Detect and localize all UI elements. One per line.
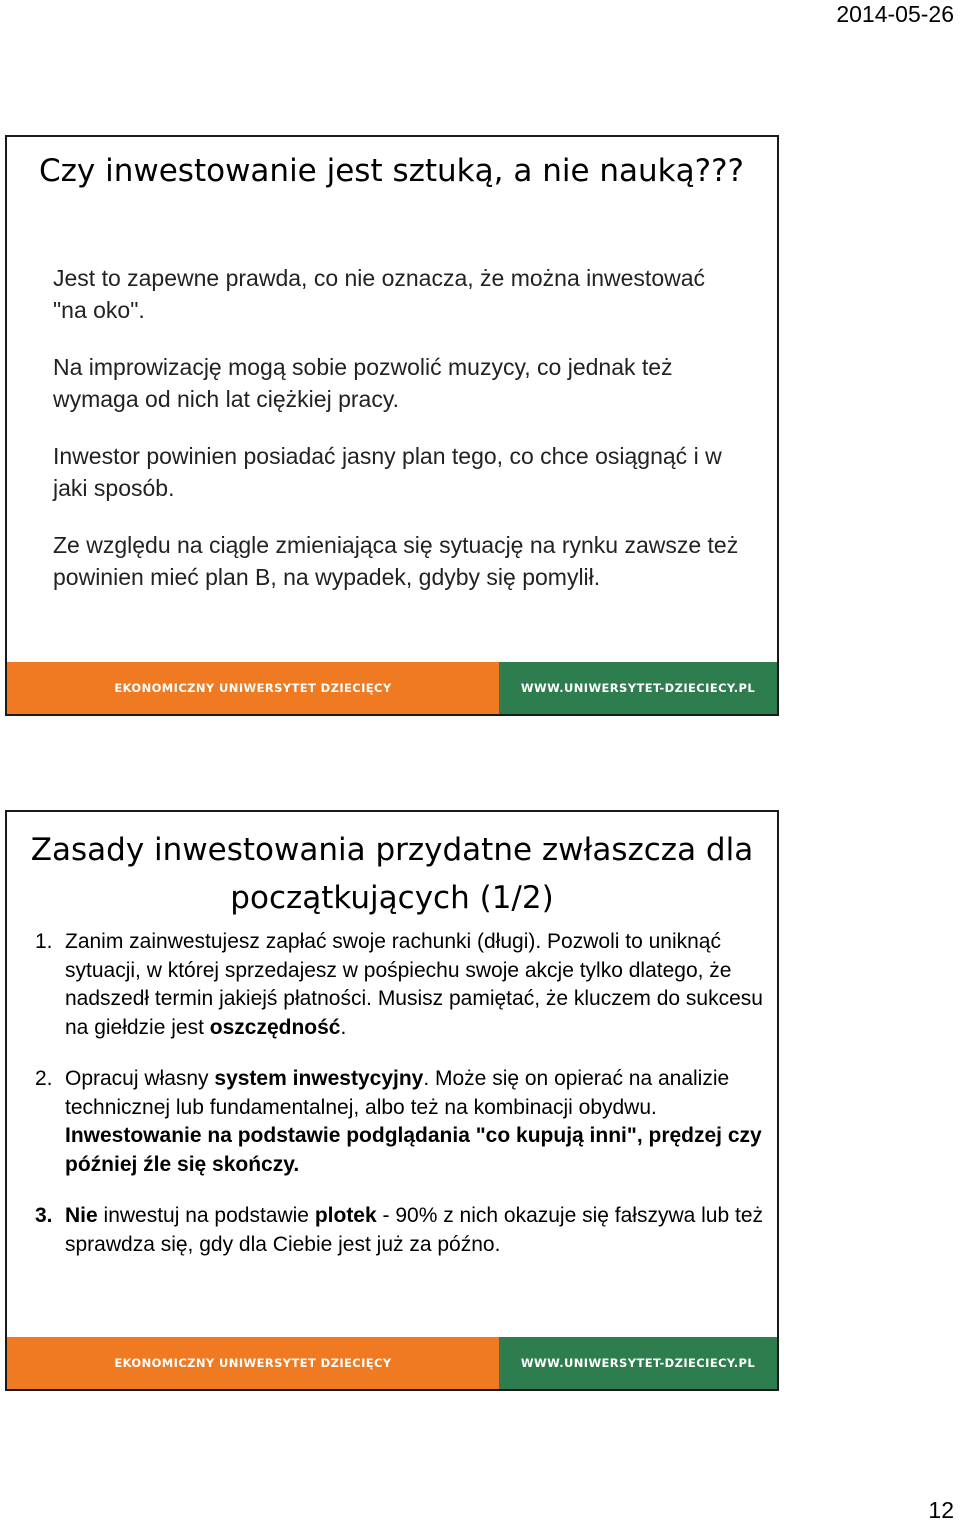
footer-organization: EKONOMICZNY UNIWERSYTET DZIECIĘCY (7, 662, 499, 714)
item-emphasis: Nie (65, 1204, 98, 1227)
slide-footer (7, 662, 777, 714)
item-text: Opracuj własny (65, 1067, 215, 1090)
rule-item (35, 1202, 765, 1259)
slide-1 (5, 135, 779, 716)
page-date: 2014-05-26 (836, 1, 954, 27)
item-number: 2. (35, 1067, 53, 1090)
footer-website: WWW.UNIWERSYTET-DZIECIECY.PL (499, 1337, 777, 1389)
item-text: . (340, 1015, 347, 1039)
rule-item (35, 1065, 765, 1179)
footer-website: WWW.UNIWERSYTET-DZIECIECY.PL (499, 662, 777, 714)
paragraph: Na improwizację mogą sobie pozwolić muzycy, co jednak też wymaga od nich lat ciężkiej pracy. (53, 354, 673, 412)
slide-body (35, 928, 765, 1282)
item-text: . Może się on opierać na analizie technicznej lub fundamentalnej, albo też na kombinacji obydwu. (65, 1067, 730, 1119)
item-number: 3. (35, 1204, 53, 1227)
item-text: inwestuj na podstawie (97, 1204, 315, 1227)
footer-organization: EKONOMICZNY UNIWERSYTET DZIECIĘCY (7, 1337, 499, 1389)
item-text: - 90% z nich okazuje się fałszywa lub też sprawdza się, gdy dla Ciebie jest już za późno. (65, 1204, 764, 1256)
slide-title: Czy inwestowanie jest sztuką, a nie nauką??? (39, 153, 744, 189)
item-text: Zanim zainwestujesz zapłać swoje rachunki (długi). Pozwoli to uniknąć sytuacji, w której sprzedajesz w pośpiechu swoje akcje tylko dlatego, że nadszedł termin jakiejś płatności. Musisz pamiętać, że kluczem do sukcesu na giełdzie jest (65, 930, 763, 1039)
paragraph: Inwestor powinien posiadać jasny plan tego, co chce osiągnąć i w jaki sposób. (53, 443, 722, 501)
slide-2 (5, 810, 779, 1391)
item-emphasis: Inwestowanie na podstawie podglądania "co kupują inni", prędzej czy później źle się skończy. (65, 1124, 762, 1176)
slide-footer (7, 1337, 777, 1389)
item-emphasis: system inwestycyjny (214, 1067, 424, 1090)
item-emphasis: oszczędność (209, 1015, 341, 1039)
page-number: 12 (928, 1497, 954, 1523)
slide-body (53, 262, 743, 618)
paragraph: Jest to zapewne prawda, co nie oznacza, że można inwestować "na oko". (53, 265, 706, 323)
item-emphasis: plotek (314, 1204, 377, 1227)
item-number: 1. (35, 930, 53, 953)
slide-title: Zasady inwestowania przydatne zwłaszcza dla początkujących (1/2) (30, 832, 754, 916)
paragraph: Ze względu na ciągle zmieniająca się sytuację na rynku zawsze też powinien mieć plan B, na wypadek, gdyby się pomylił. (53, 532, 739, 590)
rule-item (35, 928, 765, 1042)
